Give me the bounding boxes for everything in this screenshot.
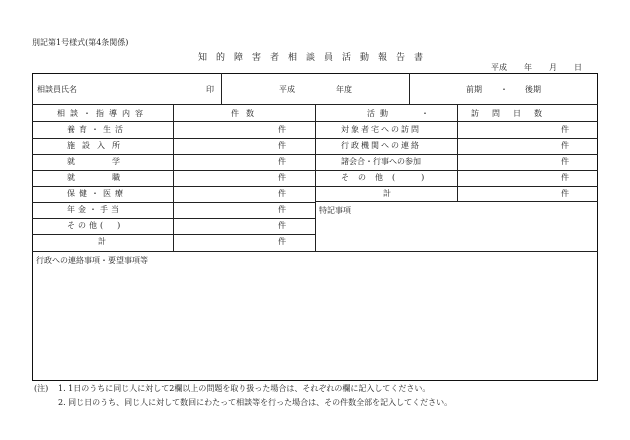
left-row-label: 養育・生活 [67,125,127,134]
notes-prefix: (注) [34,384,49,393]
left-row-unit: 件 [278,189,286,198]
left-row-label: 施設入所 [67,141,127,150]
tables-divider [315,104,316,251]
header-divider-1 [221,73,222,104]
right-row-line [315,186,598,187]
left-row-line [32,170,315,171]
right-row-line [315,201,598,202]
left-row-label: 年金・手当 [67,205,122,214]
seal-mark: 印 [206,85,214,94]
left-row-unit: 件 [278,157,286,166]
right-row-unit: 件 [561,125,569,134]
first-half-label: 前期 [466,85,482,94]
left-row-line [32,218,315,219]
date-year: 年 [524,63,532,72]
right-row-label: その他( ) [341,173,434,182]
right-row-unit: 件 [561,173,569,182]
left-row-unit: 件 [278,173,286,182]
right-row-unit: 件 [561,141,569,150]
special-notes-label: 特記事項 [319,206,351,215]
left-row-label: 就職 [67,173,157,182]
header-separator: ・ [421,109,429,118]
left-row-label: 就学 [67,157,157,166]
liaison-divider [32,251,598,252]
right-row-label: 行政機関への連絡 [341,141,421,150]
activity-header: 活動 [367,109,393,118]
right-header-divider [315,121,598,122]
left-row-label: 保健・医療 [67,189,127,198]
date-day: 日 [574,63,582,72]
liaison-label: 行政への連絡事項・要望事項等 [36,256,148,265]
second-half-label: 後期 [525,85,541,94]
note-item: 2. 同じ日のうち、同じ人に対して数回にわたって相談等を行った場合は、その件数全部を記入してください。 [58,398,453,407]
left-row-unit: 件 [278,141,286,150]
right-row-label: 諸会合・行事への参加 [341,157,421,166]
right-row-unit: 件 [561,189,569,198]
form-number-label: 別記第1号様式(第4条関係) [32,38,129,47]
left-table-column-divider [173,104,174,251]
header-fiscal-year: 年度 [336,85,352,94]
left-row-label: その他( ) [67,221,124,230]
left-row-unit: 件 [278,205,286,214]
header-divider-2 [409,73,410,104]
left-total-label: 計 [98,237,106,246]
right-row-line [315,154,598,155]
counselor-name-label: 相談員氏名 [37,85,77,94]
date-era: 平成 [491,63,507,72]
right-total-label: 計 [383,189,391,198]
left-row-line [32,186,315,187]
form-title: 知的障害者相談員活動報告書 [197,53,432,63]
left-row-unit: 件 [278,125,286,134]
right-row-unit: 件 [561,157,569,166]
left-header-divider [32,121,315,122]
left-row-line [32,202,315,203]
left-row-unit: 件 [278,237,286,246]
right-row-label: 対象者宅への訪問 [341,125,421,134]
right-row-line [315,170,598,171]
left-row-line [32,138,315,139]
left-row-unit: 件 [278,221,286,230]
content-header: 相談・指導内容 [57,109,148,118]
right-row-line [315,138,598,139]
visit-days-header: 訪問日数 [471,109,555,118]
count-header: 件数 [231,109,261,118]
header-era: 平成 [279,85,295,94]
half-separator: ・ [500,85,508,94]
date-month: 月 [549,63,557,72]
note-item: 1. 1日のうちに同じ人に対して2欄以上の問題を取り扱った場合は、それぞれの欄に記入してください。 [58,384,431,393]
left-row-line [32,154,315,155]
left-row-line [32,234,315,235]
